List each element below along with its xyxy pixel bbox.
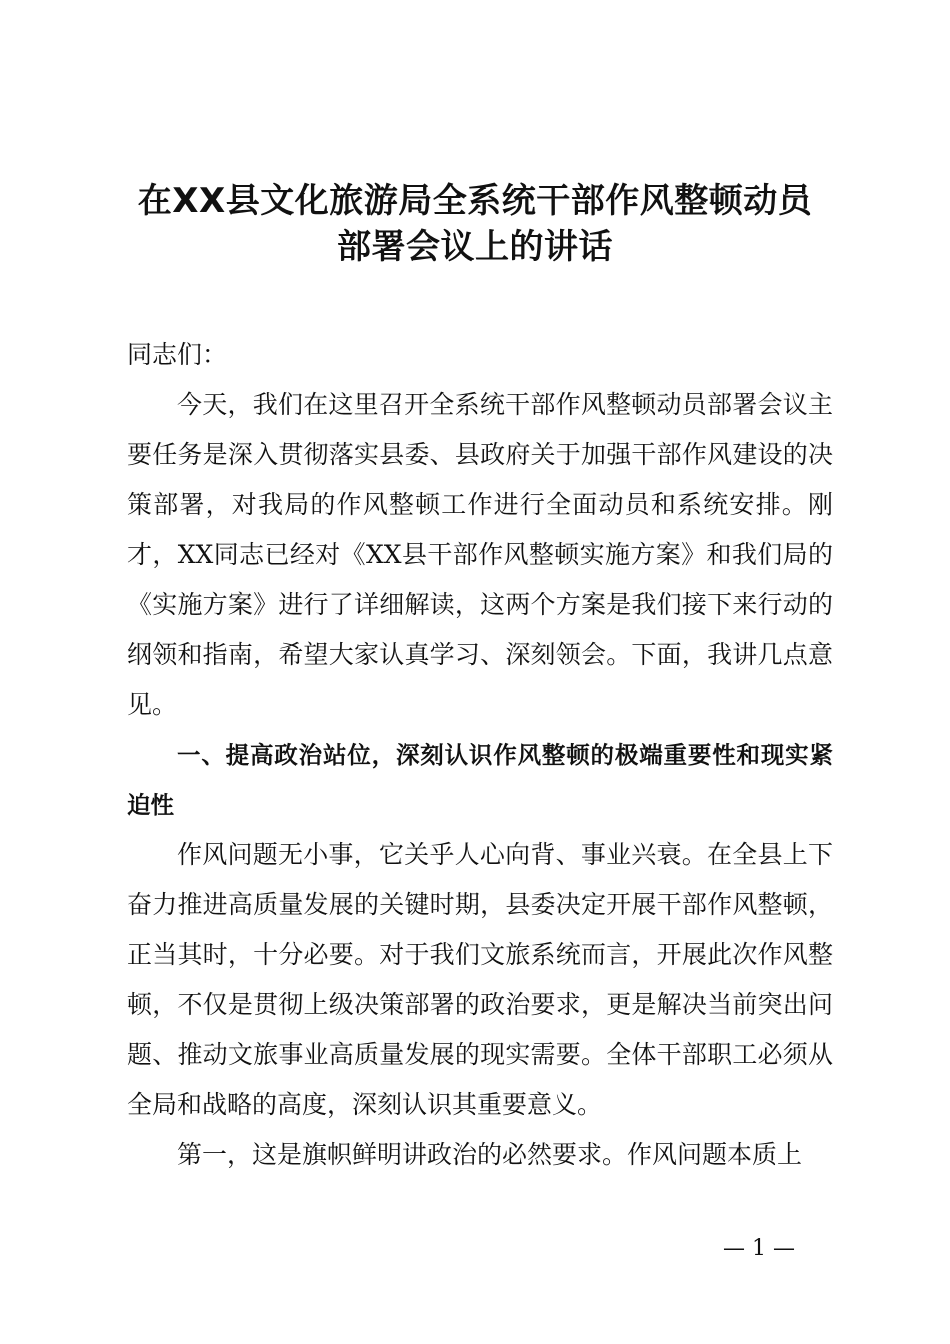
page-number: — 1 — [723,1236,795,1261]
salutation: 同志们： [127,340,228,369]
paragraph-first-point: 第一，这是旗帜鲜明讲政治的必然要求。作风问题本质上 [177,1140,803,1169]
title-line-1: 在XX县文化旅游局全系统干部作风整顿动员 [137,181,813,221]
document-body [127,330,833,1180]
paragraph-section1-intro: 作风问题无小事，它关乎人心向背、事业兴衰。在全县上下奋力推进高质量发展的关键时期，县委决定开展干部作风整顿，正当其时，十分必要。对于我们文旅系统而言，开展此次作风整顿，不仅是贯彻上级决策部署的政治要求，更是解决当前突出问题、推动文旅事业高质量发展的现实需要。全体干部职工必须从全局和战略的高度，深刻认识其重要意义。 [127,840,833,1119]
paragraph-intro: 今天，我们在这里召开全系统干部作风整顿动员部署会议主要任务是深入贯彻落实县委、县政府关于加强干部作风建设的决策部署，对我局的作风整顿工作进行全面动员和系统安排。刚才，XX同志已经对《XX县干部作风整顿实施方案》和我们局的《实施方案》进行了详细解读，这两个方案是我们接下来行动的纲领和指南，希望大家认真学习、深刻领会。下面，我讲几点意见。 [127,390,833,719]
section-heading-1: 一、提高政治站位，深刻认识作风整顿的极端重要性和现实紧迫性 [127,741,833,819]
document-title [100,178,850,270]
title-line-2: 部署会议上的讲话 [337,227,613,267]
